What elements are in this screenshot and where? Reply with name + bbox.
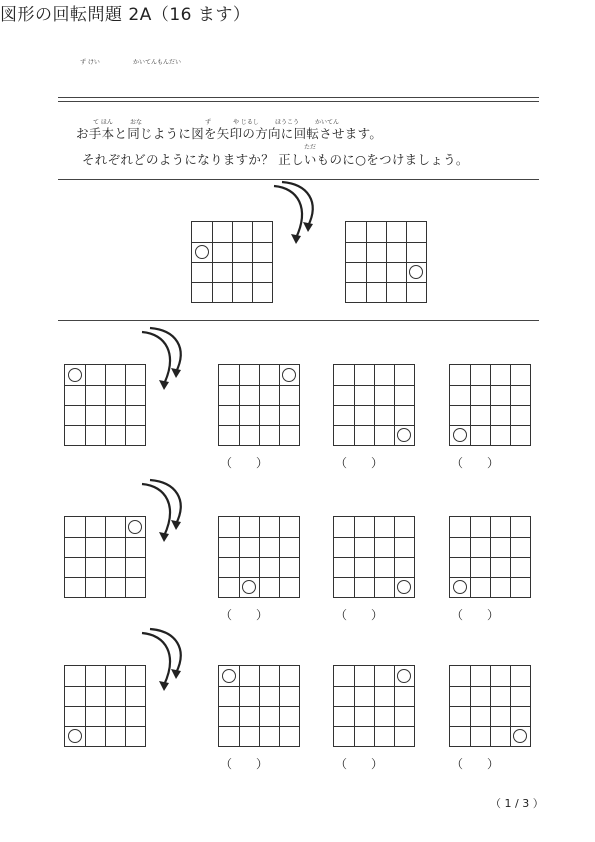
circle-mark	[409, 265, 423, 279]
rotation-arrow-icon	[140, 478, 200, 548]
grid-line	[125, 666, 126, 746]
title-ruby-kaiten: かいてんもんだい	[133, 59, 182, 66]
ruby-kaiten: かいてん	[315, 119, 340, 126]
example-result-grid	[345, 221, 427, 303]
grid-line	[219, 726, 299, 727]
grid-line	[65, 577, 145, 578]
grid-line	[510, 517, 511, 597]
grid-line	[334, 706, 414, 707]
instruction-line-1: お手本と同じように図を矢印の方向に回転させます。	[76, 126, 383, 141]
grid-line	[394, 517, 395, 597]
answer-parentheses[interactable]: （ ）	[451, 456, 500, 470]
grid-line	[65, 706, 145, 707]
example-source-grid	[191, 221, 273, 303]
choice-grid[interactable]	[333, 364, 415, 446]
answer-parentheses[interactable]: （ ）	[451, 757, 500, 771]
circle-mark	[68, 368, 82, 382]
grid-line	[346, 262, 426, 263]
grid-line	[346, 282, 426, 283]
title-rule-bottom	[58, 101, 539, 102]
grid-line	[450, 405, 530, 406]
grid-line	[394, 666, 395, 746]
choice-grid[interactable]	[218, 665, 300, 747]
grid-line	[65, 726, 145, 727]
instruction-line-2: それぞれどのようになりますか？ 正しいものに○をつけましょう。	[82, 152, 469, 167]
grid-line	[192, 262, 272, 263]
circle-mark	[222, 669, 236, 683]
circle-mark	[453, 580, 467, 594]
grid-line	[394, 365, 395, 445]
grid-line	[334, 557, 414, 558]
grid-line	[192, 282, 272, 283]
ruby-houkou: ほうこう	[275, 119, 300, 126]
grid-line	[279, 517, 280, 597]
answer-parentheses[interactable]: （ ）	[335, 608, 384, 622]
problem-source-grid	[64, 665, 146, 747]
circle-mark	[68, 729, 82, 743]
choice-grid[interactable]	[449, 516, 531, 598]
answer-parentheses[interactable]: （ ）	[220, 757, 269, 771]
page-number: （ 1 / 3 ）	[490, 797, 544, 810]
answer-parentheses[interactable]: （ ）	[335, 757, 384, 771]
grid-line	[334, 405, 414, 406]
grid-line	[406, 222, 407, 302]
grid-line	[252, 222, 253, 302]
example-rotation-arrow-icon	[272, 180, 332, 250]
page-title: 図形の回転問題 2A（16 ます）	[0, 5, 251, 25]
grid-line	[65, 405, 145, 406]
answer-parentheses[interactable]: （ ）	[220, 608, 269, 622]
grid-line	[450, 577, 530, 578]
circle-mark	[397, 669, 411, 683]
choice-grid[interactable]	[449, 665, 531, 747]
grid-line	[279, 365, 280, 445]
grid-line	[219, 577, 299, 578]
grid-line	[65, 557, 145, 558]
grid-line	[125, 365, 126, 445]
problem-source-grid	[64, 516, 146, 598]
grid-line	[219, 706, 299, 707]
grid-line	[510, 666, 511, 746]
answer-parentheses[interactable]: （ ）	[220, 456, 269, 470]
choice-grid[interactable]	[333, 665, 415, 747]
circle-mark	[195, 245, 209, 259]
ruby-yajirushi: や じるし	[233, 119, 259, 126]
grid-line	[510, 365, 511, 445]
circle-mark	[242, 580, 256, 594]
choice-grid[interactable]	[449, 364, 531, 446]
grid-line	[450, 557, 530, 558]
problem-source-grid	[64, 364, 146, 446]
ruby-zu: ず	[205, 119, 212, 126]
grid-line	[219, 405, 299, 406]
answer-parentheses[interactable]: （ ）	[451, 608, 500, 622]
grid-line	[334, 425, 414, 426]
grid-line	[334, 726, 414, 727]
grid-line	[65, 425, 145, 426]
ruby-tehon: て ほん	[93, 119, 113, 126]
choice-grid[interactable]	[333, 516, 415, 598]
circle-mark	[397, 580, 411, 594]
rotation-arrow-icon	[140, 326, 200, 396]
grid-line	[334, 577, 414, 578]
example-rule	[58, 320, 539, 321]
choice-grid[interactable]	[218, 364, 300, 446]
choice-grid[interactable]	[218, 516, 300, 598]
grid-line	[450, 706, 530, 707]
grid-line	[219, 557, 299, 558]
rotation-arrow-icon	[140, 627, 200, 697]
grid-line	[450, 425, 530, 426]
circle-mark	[513, 729, 527, 743]
title-ruby-zukei: ず けい	[80, 59, 100, 66]
grid-line	[219, 425, 299, 426]
ruby-onaji: おな	[130, 119, 143, 126]
circle-mark	[397, 428, 411, 442]
grid-line	[450, 726, 530, 727]
title-rule-top	[58, 97, 539, 98]
circle-mark	[282, 368, 296, 382]
grid-line	[279, 666, 280, 746]
answer-parentheses[interactable]: （ ）	[335, 456, 384, 470]
circle-mark	[453, 428, 467, 442]
ruby-tadashii: ただ	[304, 144, 317, 151]
grid-line	[125, 517, 126, 597]
